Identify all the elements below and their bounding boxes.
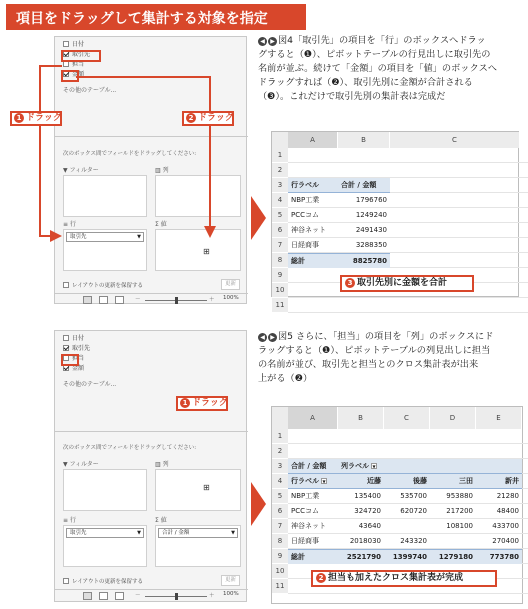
pivot-total-value[interactable]: 1279180 <box>430 549 476 564</box>
pivot-total-value[interactable]: 1399740 <box>384 549 430 564</box>
chevron-down-icon: ▼ <box>137 234 141 240</box>
pivot-sum-header[interactable]: 合計 / 金額 <box>338 178 390 193</box>
fig5-desc-line-1: ◀ ▶ 図5 さらに、「担当」の項目を「列」のボックスにド <box>258 330 522 344</box>
column-header[interactable]: C <box>390 132 519 148</box>
fig4-field-client[interactable]: 取引先 <box>63 51 90 59</box>
fig5-columns-area[interactable] <box>155 469 241 511</box>
pivot-corner-label[interactable]: 合計 / 金額 <box>288 459 338 474</box>
fig5-normal-view-button[interactable] <box>83 592 92 600</box>
pivot-total-label[interactable]: 総計 <box>288 549 338 564</box>
row-labels-text: 行ラベル <box>291 477 319 485</box>
pivot-value[interactable]: 1796760 <box>355 196 387 204</box>
fig5-staff-highlight <box>61 354 79 366</box>
fig4-drag1-label: 1 ドラッグ <box>10 111 62 126</box>
pivot-total-label[interactable]: 総計 <box>288 253 338 268</box>
fig4-desc-line-3: 名前が並ぶ。続けて「金額」の項目を「値」のボックスへ <box>258 63 497 74</box>
row-header[interactable]: 3 <box>272 459 288 473</box>
pivot-row-label[interactable]: 日経商事 <box>291 537 319 545</box>
chevron-down-icon: ▼ <box>137 530 141 536</box>
fig4-zoom-out-button[interactable]: － <box>135 297 141 303</box>
pivot-staff-header[interactable]: 近藤 <box>338 474 384 489</box>
fig4-drag-cursor-icon: ⊞ <box>203 247 210 256</box>
pivot-value[interactable]: 217200 <box>446 507 473 515</box>
pivot-total-value[interactable]: 2521790 <box>338 549 384 564</box>
fig4-desc-line-5: （❸）。これだけで取引先別の集計表は完成だ <box>258 91 446 102</box>
row-header[interactable]: 8 <box>272 253 288 267</box>
fig5-field-client[interactable]: 取引先 <box>63 345 90 353</box>
fig4-defer-update[interactable]: レイアウトの更新を保留する <box>63 281 143 289</box>
pivot-value[interactable]: 48400 <box>496 507 519 515</box>
fig4-result-callout: 3 取引先別に金額を合計 <box>340 275 474 292</box>
sheet-corner <box>272 407 288 429</box>
pivot-total-value[interactable]: 773780 <box>476 549 522 564</box>
pivot-column-labels[interactable] <box>338 459 522 474</box>
gridline <box>288 162 528 163</box>
fig5-field-staff[interactable]: 担当 <box>63 355 84 363</box>
fig5-page-break-button[interactable] <box>115 592 124 600</box>
row-header[interactable]: 5 <box>272 489 288 503</box>
fig5-result-callout: 2 担当も加えたクロス集計表が完成 <box>311 570 497 587</box>
fig4-desc-line-4: ドラッグすれば（❷）、取引先別に金額が合計される <box>258 77 473 88</box>
fig4-rows-area-label: ≡ 行 <box>63 221 76 228</box>
pivot-value[interactable]: 2491430 <box>355 226 387 234</box>
fig5-drag-cursor-icon: ⊞ <box>203 483 210 492</box>
fig4-desc-line-1: ◀ ▶ 図4「取引先」の項目を「行」のボックスへドラッ <box>258 34 522 48</box>
pivot-staff-header[interactable]: 三田 <box>430 474 476 489</box>
fig5-values-dropdown[interactable]: 合計 / 金額 ▼ <box>158 528 238 538</box>
pivot-value[interactable]: 21280 <box>496 492 519 500</box>
fig5-field-amount[interactable]: 金額 <box>63 365 84 373</box>
column-header[interactable]: C <box>384 407 429 429</box>
row-header[interactable]: 7 <box>272 238 288 252</box>
fig4-rows-dropdown[interactable]: 取引先 ▼ <box>66 232 144 242</box>
fig5-checkbox-date[interactable] <box>63 335 69 341</box>
fig5-defer-checkbox[interactable] <box>63 578 69 584</box>
pivot-value[interactable]: 243320 <box>400 537 427 545</box>
pivot-staff-header[interactable]: 新井 <box>476 474 522 489</box>
fig5-pivot-field-pane <box>54 330 247 602</box>
row-header[interactable]: 11 <box>272 579 288 593</box>
fig4-drag-hint: 次のボックス間でフィールドをドラッグしてください: <box>63 151 197 157</box>
pivot-value[interactable]: 43640 <box>358 522 381 530</box>
row-header[interactable]: 10 <box>272 283 288 297</box>
prev-arrow-icon: ◀ <box>258 333 267 342</box>
column-header[interactable]: B <box>338 132 389 148</box>
next-arrow-icon: ▶ <box>268 333 277 342</box>
fig5-zoom-slider-thumb[interactable] <box>175 593 178 600</box>
row-header[interactable]: 4 <box>272 474 288 488</box>
pivot-row-label-header[interactable]: 行ラベル <box>288 178 338 193</box>
pivot-value[interactable]: 953880 <box>446 492 473 500</box>
filter-dropdown-icon[interactable]: ▼ <box>322 479 326 484</box>
fig4-zoom-in-button[interactable]: ＋ <box>209 297 215 303</box>
row-header[interactable]: 7 <box>272 519 288 533</box>
gridline <box>288 297 528 298</box>
fig4-field-date[interactable]: 日付 <box>63 41 84 49</box>
fig4-more-tables-link[interactable]: その他のテーブル... <box>63 87 117 94</box>
fig4-field-amount[interactable]: 金額 <box>63 71 84 79</box>
fig5-description <box>258 330 522 386</box>
fig4-filter-area-label: ▼ フィルター <box>63 167 99 174</box>
fig5-desc-line-4: 上がる（❷） <box>258 373 313 384</box>
row-header[interactable]: 8 <box>272 534 288 548</box>
pivot-row-label[interactable]: PCCコム <box>291 507 319 515</box>
fig5-status-divider <box>55 589 248 590</box>
fig4-drag2-label: 2 ドラッグ <box>182 111 234 126</box>
chevron-down-icon: ▼ <box>231 530 235 536</box>
row-header[interactable]: 6 <box>272 223 288 237</box>
fig5-defer-update[interactable]: レイアウトの更新を保留する <box>63 577 143 585</box>
fig5-chevron-arrow <box>251 482 266 526</box>
row-header[interactable]: 10 <box>272 564 288 578</box>
fig5-values-area-label: Σ 値 <box>155 517 167 524</box>
fig5-more-tables-link[interactable]: その他のテーブル... <box>63 381 117 388</box>
pivot-row-label[interactable]: 神谷ネット <box>291 226 326 234</box>
pivot-row-label[interactable]: PCCコム <box>291 211 319 219</box>
pivot-value[interactable]: 3288350 <box>355 241 387 249</box>
gridline <box>288 593 528 594</box>
fig5-drag-hint: 次のボックス間でフィールドをドラッグしてください: <box>63 445 197 451</box>
column-header[interactable]: A <box>288 407 337 429</box>
fig5-checkbox-client[interactable] <box>63 345 69 351</box>
pivot-row-label[interactable]: NBP工業 <box>291 196 320 204</box>
fig5-zoom-in-button[interactable]: ＋ <box>209 593 215 599</box>
filter-dropdown-icon[interactable]: ▼ <box>372 464 376 469</box>
fig4-arrow-2 <box>76 77 210 236</box>
pivot-staff-header[interactable]: 後藤 <box>384 474 430 489</box>
fig5-rows-area-label: ≡ 行 <box>63 517 76 524</box>
row-header[interactable]: 2 <box>272 163 288 177</box>
fig4-desc-line-2: グすると（❶）、ピボットテーブルの行見出しに取引先の <box>258 49 491 60</box>
row-header[interactable]: 5 <box>272 208 288 222</box>
fig4-client-highlight <box>61 50 101 62</box>
row-header[interactable]: 2 <box>272 444 288 458</box>
fig5-drag1-label: 1 ドラッグ <box>176 396 228 411</box>
pivot-value[interactable]: 135400 <box>354 492 381 500</box>
pivot-value[interactable]: 324720 <box>354 507 381 515</box>
column-header[interactable]: D <box>430 407 475 429</box>
pivot-value[interactable]: 1249240 <box>355 211 387 219</box>
pivot-value[interactable] <box>384 519 430 534</box>
column-header[interactable]: B <box>338 407 383 429</box>
row-header[interactable]: 6 <box>272 504 288 518</box>
fig5-field-date[interactable]: 日付 <box>63 335 84 343</box>
column-header[interactable]: A <box>288 132 337 148</box>
fig5-divider <box>55 431 248 432</box>
fig4-columns-area-label: ▥ 列 <box>155 167 169 174</box>
pivot-value[interactable]: 2018030 <box>349 537 381 545</box>
gridline <box>288 443 528 444</box>
fig4-chevron-arrow <box>251 196 266 240</box>
fig4-arrow-1 <box>40 66 62 236</box>
fig5-filter-area-label: ▼ フィルター <box>63 461 99 468</box>
fig4-update-button[interactable]: 更新 <box>221 279 240 290</box>
fig5-update-button[interactable]: 更新 <box>221 575 240 586</box>
pivot-total-value[interactable]: 8825780 <box>338 253 390 268</box>
row-header[interactable]: 11 <box>272 298 288 312</box>
header-title: 項目をドラッグして集計する対象を指定 <box>16 11 268 27</box>
fig5-desc-line-2: ラッグすると（❶）、ピボットテーブルの列見出しに担当 <box>258 345 491 356</box>
fig4-field-staff[interactable]: 担当 <box>63 61 84 69</box>
row-header[interactable]: 1 <box>272 429 288 443</box>
pivot-value[interactable]: 620720 <box>400 507 427 515</box>
fig5-desc-line-3: の名前が並び、取引先と担当とのクロス集計表が出来 <box>258 359 479 370</box>
column-labels-text: 列ラベル <box>341 462 369 470</box>
fig4-description <box>258 34 522 104</box>
row-header[interactable]: 9 <box>272 549 288 563</box>
pivot-row-label[interactable]: 日経商事 <box>291 241 319 249</box>
pivot-row-label[interactable]: NBP工業 <box>291 492 320 500</box>
pivot-value[interactable]: 108100 <box>446 522 473 530</box>
pivot-value[interactable] <box>430 534 476 549</box>
pivot-row-labels[interactable] <box>288 474 338 489</box>
fig4-spreadsheet <box>271 131 519 309</box>
fig4-values-area-label: Σ 値 <box>155 221 167 228</box>
row-header[interactable]: 1 <box>272 148 288 162</box>
row-header[interactable]: 9 <box>272 268 288 282</box>
row-header[interactable]: 3 <box>272 178 288 192</box>
pivot-value[interactable]: 270400 <box>492 537 519 545</box>
row-header[interactable]: 4 <box>272 193 288 207</box>
next-arrow-icon: ▶ <box>268 37 277 46</box>
column-header[interactable]: E <box>476 407 521 429</box>
pivot-row-label[interactable]: 神谷ネット <box>291 522 326 530</box>
fig5-zoom-level: 100% <box>223 591 239 597</box>
fig5-filter-area[interactable] <box>63 469 147 511</box>
fig4-amount-highlight <box>61 70 79 82</box>
gridline <box>288 312 528 313</box>
pivot-value[interactable]: 535700 <box>400 492 427 500</box>
prev-arrow-icon: ◀ <box>258 37 267 46</box>
fig4-zoom-level: 100% <box>223 295 239 301</box>
fig5-columns-area-label: ▥ 列 <box>155 461 169 468</box>
fig5-page-layout-button[interactable] <box>99 592 108 600</box>
pivot-value[interactable]: 433700 <box>492 522 519 530</box>
sheet-corner <box>272 132 288 148</box>
fig5-rows-dropdown[interactable]: 取引先 ▼ <box>66 528 144 538</box>
fig5-zoom-out-button[interactable]: － <box>135 593 141 599</box>
